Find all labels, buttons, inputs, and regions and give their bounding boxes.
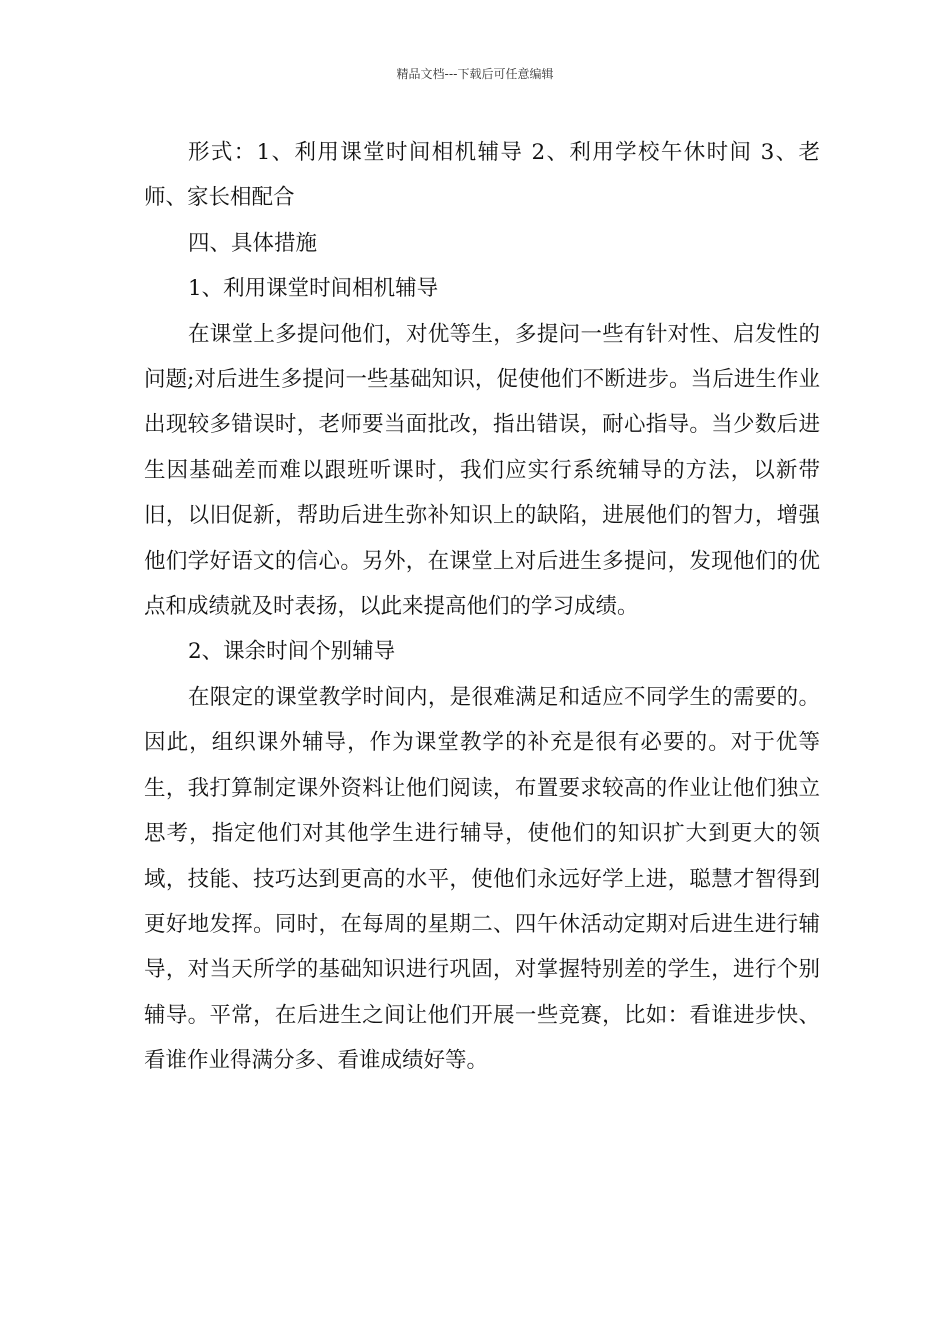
- subheading-after-class-tutoring: 2、课余时间个别辅导: [188, 639, 396, 665]
- section-heading-measures: 四、具体措施: [188, 230, 318, 256]
- subheading-classroom-tutoring: 1、利用课堂时间相机辅导: [188, 276, 439, 302]
- page-header: 精品文档---下载后可任意编辑: [396, 67, 554, 81]
- document-body: [144, 130, 820, 1084]
- paragraph-classroom-tutoring: 在课堂上多提问他们，对优等生，多提问一些有针对性、启发性的问题;对后进生多提问一些基础知识，促使他们不断进步。当后进生作业出现较多错误时，老师要当面批改，指出错误，耐心指导。当少数后进生因基础差而难以跟班听课时，我们应实行系统辅导的方法，以新带旧，以旧促新，帮助后进生弥补知识上的缺陷，进展他们的智力，增强他们学好语文的信心。另外，在课堂上对后进生多提问，发现他们的优点和成绩就及时表扬，以此来提高他们的学习成绩。: [144, 321, 820, 620]
- paragraph-form: 形式：1、利用课堂时间相机辅导 2、利用学校午休时间 3、老师、家长相配合: [144, 140, 820, 211]
- paragraph-after-class-tutoring: 在限定的课堂教学时间内，是很难满足和适应不同学生的需要的。因此，组织课外辅导，作为课堂教学的补充是很有必要的。对于优等生，我打算制定课外资料让他们阅读，布置要求较高的作业让他们独立思考，指定他们对其他学生进行辅导，使他们的知识扩大到更大的领域，技能、技巧达到更高的水平，使他们永远好学上进，聪慧才智得到更好地发挥。同时，在每周的星期二、四午休活动定期对后进生进行辅导，对当天所学的基础知识进行巩固，对掌握特别差的学生，进行个别辅导。平常，在后进生之间让他们开展一些竞赛，比如：看谁进步快、看谁作业得满分多、看谁成绩好等。: [144, 684, 820, 1074]
